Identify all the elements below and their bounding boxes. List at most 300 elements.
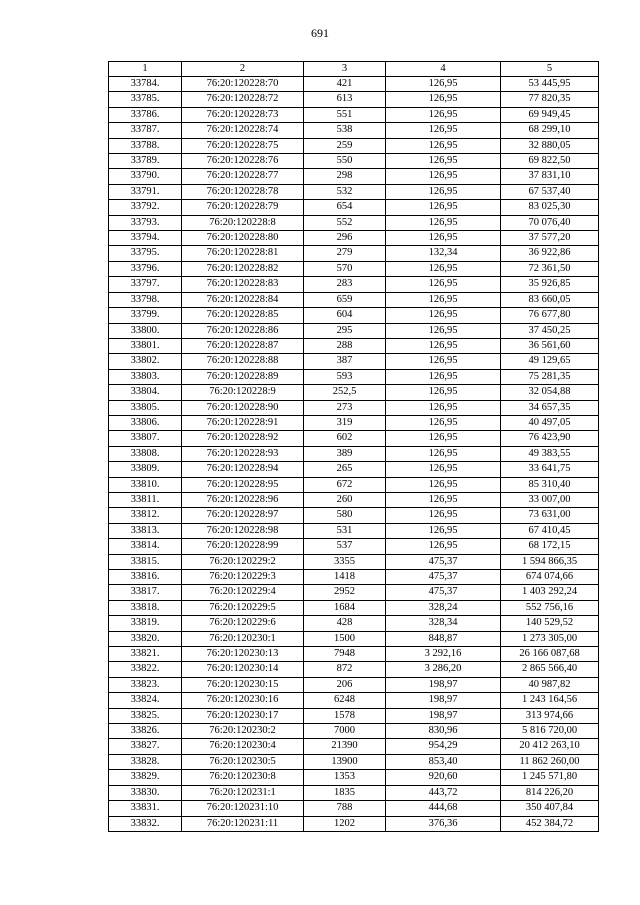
specific-value-cell: 126,95 [386, 77, 501, 92]
table-row [109, 693, 599, 708]
specific-value-cell: 126,95 [386, 369, 501, 384]
cadastral-value-cell: 36 922,86 [501, 246, 599, 261]
cadastral-value-cell: 37 831,10 [501, 169, 599, 184]
specific-value-cell: 126,95 [386, 308, 501, 323]
cadastral-value-cell: 37 450,25 [501, 323, 599, 338]
cadastral-number-cell: 76:20:120228:8 [182, 215, 304, 230]
cadastral-value-cell: 1 243 164,56 [501, 693, 599, 708]
area-cell: 7948 [304, 647, 386, 662]
area-cell: 1578 [304, 708, 386, 723]
cadastral-value-cell: 313 974,66 [501, 708, 599, 723]
cadastral-number-cell: 76:20:120228:86 [182, 323, 304, 338]
specific-value-cell: 126,95 [386, 508, 501, 523]
cadastral-number-cell: 76:20:120230:17 [182, 708, 304, 723]
row-number-cell: 33831. [109, 801, 182, 816]
specific-value-cell: 126,95 [386, 523, 501, 538]
cadastral-value-cell: 350 407,84 [501, 801, 599, 816]
area-cell: 206 [304, 677, 386, 692]
area-cell: 1202 [304, 816, 386, 831]
specific-value-cell: 126,95 [386, 477, 501, 492]
row-number-cell: 33795. [109, 246, 182, 261]
table-row [109, 647, 599, 662]
specific-value-cell: 920,60 [386, 770, 501, 785]
specific-value-cell: 126,95 [386, 138, 501, 153]
cadastral-value-cell: 36 561,60 [501, 338, 599, 353]
area-cell: 613 [304, 92, 386, 107]
area-cell: 3355 [304, 554, 386, 569]
table-row [109, 570, 599, 585]
specific-value-cell: 830,96 [386, 724, 501, 739]
specific-value-cell: 126,95 [386, 277, 501, 292]
cadastral-value-cell: 33 007,00 [501, 492, 599, 507]
row-number-cell: 33828. [109, 754, 182, 769]
cadastral-value-cell: 34 657,35 [501, 400, 599, 415]
specific-value-cell: 126,95 [386, 400, 501, 415]
cadastral-value-cell: 83 025,30 [501, 200, 599, 215]
area-cell: 389 [304, 446, 386, 461]
table-row [109, 554, 599, 569]
column-header-2: 2 [182, 62, 304, 77]
cadastral-number-cell: 76:20:120228:75 [182, 138, 304, 153]
table-row [109, 492, 599, 507]
area-cell: 296 [304, 231, 386, 246]
area-cell: 387 [304, 354, 386, 369]
specific-value-cell: 126,95 [386, 184, 501, 199]
row-number-cell: 33823. [109, 677, 182, 692]
row-number-cell: 33789. [109, 154, 182, 169]
table-row [109, 754, 599, 769]
area-cell: 537 [304, 539, 386, 554]
specific-value-cell: 126,95 [386, 169, 501, 184]
specific-value-cell: 126,95 [386, 446, 501, 461]
column-header-3: 3 [304, 62, 386, 77]
cadastral-value-cell: 452 384,72 [501, 816, 599, 831]
table-row [109, 184, 599, 199]
row-number-cell: 33792. [109, 200, 182, 215]
area-cell: 260 [304, 492, 386, 507]
table-row [109, 677, 599, 692]
area-cell: 593 [304, 369, 386, 384]
cadastral-number-cell: 76:20:120228:98 [182, 523, 304, 538]
area-cell: 1418 [304, 570, 386, 585]
table-row [109, 785, 599, 800]
specific-value-cell: 198,97 [386, 677, 501, 692]
cadastral-number-cell: 76:20:120228:76 [182, 154, 304, 169]
specific-value-cell: 126,95 [386, 154, 501, 169]
row-number-cell: 33785. [109, 92, 182, 107]
area-cell: 265 [304, 462, 386, 477]
row-number-cell: 33818. [109, 600, 182, 615]
row-number-cell: 33819. [109, 616, 182, 631]
area-cell: 421 [304, 77, 386, 92]
specific-value-cell: 126,95 [386, 338, 501, 353]
cadastral-number-cell: 76:20:120228:89 [182, 369, 304, 384]
row-number-cell: 33784. [109, 77, 182, 92]
area-cell: 570 [304, 261, 386, 276]
cadastral-number-cell: 76:20:120229:5 [182, 600, 304, 615]
column-number-header-row [109, 62, 599, 77]
row-number-cell: 33793. [109, 215, 182, 230]
cadastral-value-cell: 67 410,45 [501, 523, 599, 538]
cadastral-value-cell: 814 226,20 [501, 785, 599, 800]
row-number-cell: 33796. [109, 261, 182, 276]
specific-value-cell: 3 292,16 [386, 647, 501, 662]
specific-value-cell: 328,34 [386, 616, 501, 631]
specific-value-cell: 126,95 [386, 123, 501, 138]
row-number-cell: 33800. [109, 323, 182, 338]
table-row [109, 308, 599, 323]
cadastral-value-cell: 552 756,16 [501, 600, 599, 615]
cadastral-number-cell: 76:20:120228:85 [182, 308, 304, 323]
area-cell: 531 [304, 523, 386, 538]
specific-value-cell: 132,34 [386, 246, 501, 261]
row-number-cell: 33811. [109, 492, 182, 507]
table-row [109, 261, 599, 276]
specific-value-cell: 954,29 [386, 739, 501, 754]
area-cell: 21390 [304, 739, 386, 754]
cadastral-number-cell: 76:20:120230:8 [182, 770, 304, 785]
area-cell: 580 [304, 508, 386, 523]
specific-value-cell: 126,95 [386, 431, 501, 446]
row-number-cell: 33832. [109, 816, 182, 831]
row-number-cell: 33802. [109, 354, 182, 369]
table-row [109, 215, 599, 230]
row-number-cell: 33825. [109, 708, 182, 723]
table-row [109, 739, 599, 754]
row-number-cell: 33807. [109, 431, 182, 446]
table-row [109, 631, 599, 646]
area-cell: 298 [304, 169, 386, 184]
row-number-cell: 33815. [109, 554, 182, 569]
specific-value-cell: 126,95 [386, 261, 501, 276]
row-number-cell: 33801. [109, 338, 182, 353]
cadastral-number-cell: 76:20:120230:15 [182, 677, 304, 692]
cadastral-value-cell: 140 529,52 [501, 616, 599, 631]
row-number-cell: 33799. [109, 308, 182, 323]
cadastral-value-cell: 674 074,66 [501, 570, 599, 585]
table-body [109, 62, 599, 832]
row-number-cell: 33798. [109, 292, 182, 307]
row-number-cell: 33824. [109, 693, 182, 708]
column-header-1: 1 [109, 62, 182, 77]
cadastral-number-cell: 76:20:120228:82 [182, 261, 304, 276]
specific-value-cell: 444,68 [386, 801, 501, 816]
specific-value-cell: 475,37 [386, 554, 501, 569]
row-number-cell: 33810. [109, 477, 182, 492]
table-row [109, 816, 599, 831]
cadastral-number-cell: 76:20:120229:3 [182, 570, 304, 585]
table-row [109, 446, 599, 461]
area-cell: 552 [304, 215, 386, 230]
cadastral-value-cell: 20 412 263,10 [501, 739, 599, 754]
specific-value-cell: 126,95 [386, 462, 501, 477]
cadastral-number-cell: 76:20:120228:90 [182, 400, 304, 415]
row-number-cell: 33813. [109, 523, 182, 538]
row-number-cell: 33791. [109, 184, 182, 199]
table-row [109, 770, 599, 785]
cadastral-number-cell: 76:20:120230:2 [182, 724, 304, 739]
table-row [109, 323, 599, 338]
table-row [109, 354, 599, 369]
table-row [109, 169, 599, 184]
area-cell: 532 [304, 184, 386, 199]
table-row [109, 123, 599, 138]
cadastral-number-cell: 76:20:120230:4 [182, 739, 304, 754]
row-number-cell: 33820. [109, 631, 182, 646]
cadastral-number-cell: 76:20:120228:88 [182, 354, 304, 369]
table-row [109, 616, 599, 631]
row-number-cell: 33787. [109, 123, 182, 138]
cadastral-value-cell: 1 273 305,00 [501, 631, 599, 646]
row-number-cell: 33827. [109, 739, 182, 754]
row-number-cell: 33814. [109, 539, 182, 554]
cadastral-value-cell: 35 926,85 [501, 277, 599, 292]
row-number-cell: 33829. [109, 770, 182, 785]
row-number-cell: 33790. [109, 169, 182, 184]
area-cell: 602 [304, 431, 386, 446]
table-row [109, 154, 599, 169]
cadastral-number-cell: 76:20:120231:1 [182, 785, 304, 800]
area-cell: 1835 [304, 785, 386, 800]
cadastral-number-cell: 76:20:120229:2 [182, 554, 304, 569]
specific-value-cell: 198,97 [386, 708, 501, 723]
cadastral-number-cell: 76:20:120228:95 [182, 477, 304, 492]
table-row [109, 477, 599, 492]
cadastral-number-cell: 76:20:120229:4 [182, 585, 304, 600]
cadastral-number-cell: 76:20:120231:10 [182, 801, 304, 816]
cadastral-value-cell: 72 361,50 [501, 261, 599, 276]
area-cell: 273 [304, 400, 386, 415]
cadastral-number-cell: 76:20:120228:91 [182, 415, 304, 430]
cadastral-number-cell: 76:20:120228:84 [182, 292, 304, 307]
cadastral-value-cell: 49 129,65 [501, 354, 599, 369]
cadastral-number-cell: 76:20:120228:81 [182, 246, 304, 261]
row-number-cell: 33809. [109, 462, 182, 477]
table-row [109, 369, 599, 384]
area-cell: 7000 [304, 724, 386, 739]
specific-value-cell: 475,37 [386, 570, 501, 585]
area-cell: 283 [304, 277, 386, 292]
cadastral-value-cell: 77 820,35 [501, 92, 599, 107]
specific-value-cell: 126,95 [386, 539, 501, 554]
cadastral-number-cell: 76:20:120228:72 [182, 92, 304, 107]
cadastral-value-cell: 69 822,50 [501, 154, 599, 169]
area-cell: 1353 [304, 770, 386, 785]
table-row [109, 385, 599, 400]
table-row [109, 431, 599, 446]
cadastral-number-cell: 76:20:120230:16 [182, 693, 304, 708]
table-row [109, 292, 599, 307]
table-row [109, 585, 599, 600]
specific-value-cell: 126,95 [386, 385, 501, 400]
cadastral-value-cell: 32 054,88 [501, 385, 599, 400]
row-number-cell: 33821. [109, 647, 182, 662]
area-cell: 2952 [304, 585, 386, 600]
table-row [109, 415, 599, 430]
specific-value-cell: 126,95 [386, 231, 501, 246]
table-row [109, 92, 599, 107]
area-cell: 538 [304, 123, 386, 138]
table-row [109, 508, 599, 523]
specific-value-cell: 126,95 [386, 215, 501, 230]
table-row [109, 523, 599, 538]
specific-value-cell: 126,95 [386, 323, 501, 338]
row-number-cell: 33816. [109, 570, 182, 585]
area-cell: 788 [304, 801, 386, 816]
table-row [109, 462, 599, 477]
cadastral-number-cell: 76:20:120228:93 [182, 446, 304, 461]
area-cell: 550 [304, 154, 386, 169]
cadastral-value-cell: 69 949,45 [501, 107, 599, 122]
row-number-cell: 33797. [109, 277, 182, 292]
row-number-cell: 33806. [109, 415, 182, 430]
table-row [109, 277, 599, 292]
cadastral-value-cell: 76 677,80 [501, 308, 599, 323]
cadastral-value-cell: 11 862 260,00 [501, 754, 599, 769]
cadastral-number-cell: 76:20:120228:99 [182, 539, 304, 554]
column-header-5: 5 [501, 62, 599, 77]
page-number: 691 [311, 26, 329, 40]
specific-value-cell: 853,40 [386, 754, 501, 769]
cadastral-number-cell: 76:20:120228:78 [182, 184, 304, 199]
area-cell: 259 [304, 138, 386, 153]
cadastral-value-cell: 76 423,90 [501, 431, 599, 446]
cadastral-value-cell: 68 299,10 [501, 123, 599, 138]
cadastral-number-cell: 76:20:120228:79 [182, 200, 304, 215]
cadastral-value-cell: 73 631,00 [501, 508, 599, 523]
row-number-cell: 33804. [109, 385, 182, 400]
cadastral-value-cell: 5 816 720,00 [501, 724, 599, 739]
table-row [109, 77, 599, 92]
cadastral-number-cell: 76:20:120228:70 [182, 77, 304, 92]
cadastral-number-cell: 76:20:120230:1 [182, 631, 304, 646]
cadastral-number-cell: 76:20:120228:94 [182, 462, 304, 477]
table-row [109, 600, 599, 615]
cadastral-value-cell: 75 281,35 [501, 369, 599, 384]
cadastral-number-cell: 76:20:120230:13 [182, 647, 304, 662]
area-cell: 872 [304, 662, 386, 677]
cadastral-number-cell: 76:20:120228:96 [182, 492, 304, 507]
row-number-cell: 33812. [109, 508, 182, 523]
row-number-cell: 33788. [109, 138, 182, 153]
specific-value-cell: 198,97 [386, 693, 501, 708]
table-row [109, 708, 599, 723]
area-cell: 288 [304, 338, 386, 353]
cadastral-number-cell: 76:20:120228:83 [182, 277, 304, 292]
area-cell: 6248 [304, 693, 386, 708]
cadastral-number-cell: 76:20:120231:11 [182, 816, 304, 831]
cadastral-value-cell: 83 660,05 [501, 292, 599, 307]
cadastral-number-cell: 76:20:120228:74 [182, 123, 304, 138]
table-row [109, 200, 599, 215]
specific-value-cell: 848,87 [386, 631, 501, 646]
specific-value-cell: 376,36 [386, 816, 501, 831]
area-cell: 604 [304, 308, 386, 323]
cadastral-number-cell: 76:20:120230:14 [182, 662, 304, 677]
row-number-cell: 33826. [109, 724, 182, 739]
row-number-cell: 33786. [109, 107, 182, 122]
area-cell: 428 [304, 616, 386, 631]
specific-value-cell: 126,95 [386, 415, 501, 430]
cadastral-value-cell: 53 445,95 [501, 77, 599, 92]
row-number-cell: 33830. [109, 785, 182, 800]
cadastral-value-cell: 40 497,05 [501, 415, 599, 430]
table-row [109, 231, 599, 246]
row-number-cell: 33822. [109, 662, 182, 677]
row-number-cell: 33817. [109, 585, 182, 600]
cadastral-number-cell: 76:20:120228:87 [182, 338, 304, 353]
specific-value-cell: 126,95 [386, 200, 501, 215]
area-cell: 551 [304, 107, 386, 122]
cadastral-value-cell: 1 594 866,35 [501, 554, 599, 569]
cadastral-value-cell: 1 245 571,80 [501, 770, 599, 785]
specific-value-cell: 126,95 [386, 292, 501, 307]
cadastral-number-cell: 76:20:120228:9 [182, 385, 304, 400]
area-cell: 319 [304, 415, 386, 430]
specific-value-cell: 126,95 [386, 92, 501, 107]
area-cell: 654 [304, 200, 386, 215]
area-cell: 279 [304, 246, 386, 261]
row-number-cell: 33794. [109, 231, 182, 246]
table-row [109, 724, 599, 739]
column-header-4: 4 [386, 62, 501, 77]
cadastral-number-cell: 76:20:120228:97 [182, 508, 304, 523]
cadastral-value-cell: 85 310,40 [501, 477, 599, 492]
cadastral-number-cell: 76:20:120228:92 [182, 431, 304, 446]
area-cell: 1500 [304, 631, 386, 646]
table-row [109, 662, 599, 677]
table-row [109, 107, 599, 122]
specific-value-cell: 443,72 [386, 785, 501, 800]
cadastral-value-cell: 40 987,82 [501, 677, 599, 692]
cadastral-value-cell: 26 166 087,68 [501, 647, 599, 662]
cadastral-number-cell: 76:20:120228:77 [182, 169, 304, 184]
specific-value-cell: 328,24 [386, 600, 501, 615]
area-cell: 659 [304, 292, 386, 307]
row-number-cell: 33803. [109, 369, 182, 384]
specific-value-cell: 126,95 [386, 107, 501, 122]
table-row [109, 539, 599, 554]
cadastral-value-cell: 1 403 292,24 [501, 585, 599, 600]
specific-value-cell: 126,95 [386, 492, 501, 507]
cadastral-number-cell: 76:20:120230:5 [182, 754, 304, 769]
cadastral-value-cell: 68 172,15 [501, 539, 599, 554]
area-cell: 295 [304, 323, 386, 338]
area-cell: 672 [304, 477, 386, 492]
specific-value-cell: 475,37 [386, 585, 501, 600]
row-number-cell: 33808. [109, 446, 182, 461]
cadastral-value-cell: 33 641,75 [501, 462, 599, 477]
table-row [109, 246, 599, 261]
area-cell: 13900 [304, 754, 386, 769]
area-cell: 252,5 [304, 385, 386, 400]
cadastral-value-table [108, 61, 599, 832]
cadastral-number-cell: 76:20:120228:73 [182, 107, 304, 122]
specific-value-cell: 126,95 [386, 354, 501, 369]
cadastral-number-cell: 76:20:120229:6 [182, 616, 304, 631]
table-row [109, 338, 599, 353]
cadastral-value-cell: 32 880,05 [501, 138, 599, 153]
cadastral-value-cell: 70 076,40 [501, 215, 599, 230]
cadastral-number-cell: 76:20:120228:80 [182, 231, 304, 246]
area-cell: 1684 [304, 600, 386, 615]
cadastral-value-cell: 37 577,20 [501, 231, 599, 246]
table-row [109, 138, 599, 153]
cadastral-value-cell: 49 383,55 [501, 446, 599, 461]
cadastral-value-cell: 67 537,40 [501, 184, 599, 199]
specific-value-cell: 3 286,20 [386, 662, 501, 677]
table-row [109, 801, 599, 816]
